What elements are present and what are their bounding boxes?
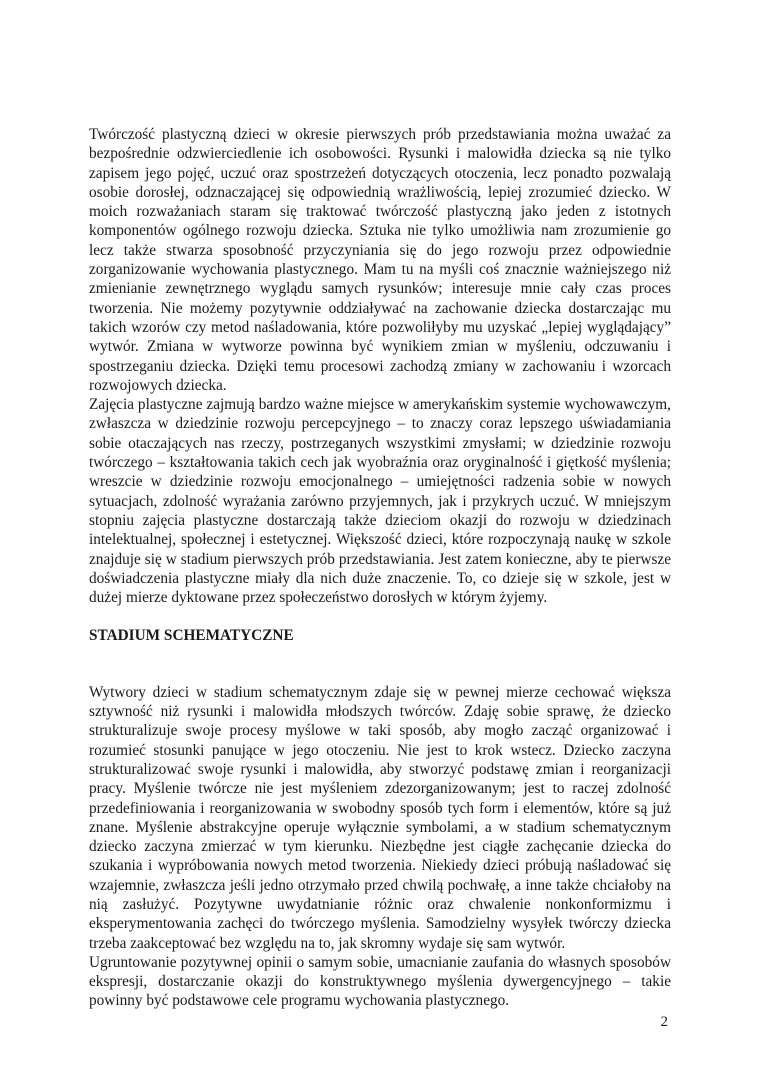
section-heading: STADIUM SCHEMATYCZNE [89,627,294,645]
page-number: 2 [660,1014,668,1030]
paragraph-4: Ugruntowanie pozytywnej opinii o samym sobie, umacnianie zaufania do własnych sposobów ekspresji, dostarczanie okazji do konstruktywnego myślenia dywergencyjnego – takie powinny być podstawowe cele programu wychowania plastycznego. [89,953,671,1010]
paragraph-3: Wytwory dzieci w stadium schematycznym zdaje się w pewnej mierze cechować większa sztywność niż rysunki i malowidła młodszych twórców. Zdaję sobie sprawę, że dziecko strukturalizuje swoje procesy myślowe w taki sposób, aby mogło zacząć organizować i rozumieć stosunki panujące w jego otoczeniu. Nie jest to krok wstecz. Dziecko zaczyna strukturalizować swoje rysunki i malowidła, aby stworzyć podstawę zmian i reorganizacji pracy. Myślenie twórcze nie jest myśleniem zdezorganizowanym; jest to raczej zdolność przedefiniowania i reorganizowania w swobodny sposób tych form i elementów, które są już znane. Myślenie abstrakcyjne operuje wyłącznie symbolami, a w stadium schematycznym dziecko zaczyna zmierzać w tym kierunku. Niezbędne jest ciągłe zachęcanie dziecka do szukania i wypróbowania nowych metod tworzenia. Niekiedy dzieci próbują naśladować się wzajemnie, zwłaszcza jeśli jedno otrzymało przed chwilą pochwałę, a inne także chciałoby na nią zasłużyć. Pozytywne uwydatnianie różnic oraz chwalenie nonkonformizmu i eksperymentowania zachęci do twórczego myślenia. Samodzielny wysyłek twórczy dziecka trzeba zaakceptować bez względu na to, jak skromny wydaje się sam wytwór. [89,683,671,952]
paragraph-1: Twórczość plastyczną dzieci w okresie pierwszych prób przedstawiania można uważać za bezpośrednie odzwierciedlenie ich osobowości. Rysunki i malowidła dziecka są nie tylko zapisem jego pojęć, uczuć oraz spostrzeżeń dotyczących otoczenia, lecz ponadto pozwalają osobie dorosłej, odznaczającej się odpowiednią wrażliwością, lepiej zrozumieć dziecko. W moich rozważaniach staram się traktować twórczość plastyczną jako jeden z istotnych komponentów ogólnego rozwoju dziecka. Sztuka nie tylko umożliwia nam zrozumienie go lecz także stwarza sposobność przyczyniania się do jego rozwoju przez odpowiednie zorganizowanie wychowania plastycznego. Mam tu na myśli coś znacznie ważniejszego niż zmienianie zewnętrznego wyglądu samych rysunków; interesuje mnie cały czas proces tworzenia. Nie możemy pozytywnie oddziaływać na zachowanie dziecka dostarczając mu takich wzorów czy metod naśladowania, które pozwoliłyby mu uzyskać „lepiej wyglądający” wytwór. Zmiana w wytworze powinna być wynikiem zmian w myśleniu, odczuwaniu i spostrzeganiu dziecka. Dzięki temu procesowi zachodzą zmiany w zachowaniu i wzorcach rozwojowych dziecka. [89,126,671,394]
paragraph-2: Zajęcia plastyczne zajmują bardzo ważne miejsce w amerykańskim systemie wychowawczym, zwłaszcza w dziedzinie rozwoju percepcyjnego – to znaczy coraz lepszego uświadamiania sobie otaczających nas rzeczy, postrzeganych wszystkimi zmysłami; w dziedzinie rozwoju twórczego – kształtowania takich cech jak wyobraźnia oraz oryginalność i giętkość myślenia; wreszcie w dziedzinie rozwoju emocjonalnego – umiejętności radzenia sobie w nowych sytuacjach, zdolność wyrażania zarówno przyjemnych, jak i przykrych uczuć. W mniejszym stopniu zajęcia plastyczne dostarczają także dzieciom okazji do rozwoju w dziedzinach intelektualnej, społecznej i estetycznej. Większość dzieci, które rozpoczynają naukę w szkole znajduje się w stadium pierwszych prób przedstawiania. Jest zatem konieczne, aby te pierwsze doświadczenia plastyczne miały dla nich duże znaczenie. To, co dzieje się w szkole, jest w dużej mierze dyktowane przez społeczeństwo dorosłych w którym żyjemy. [89,396,671,607]
document-body [89,125,671,1011]
